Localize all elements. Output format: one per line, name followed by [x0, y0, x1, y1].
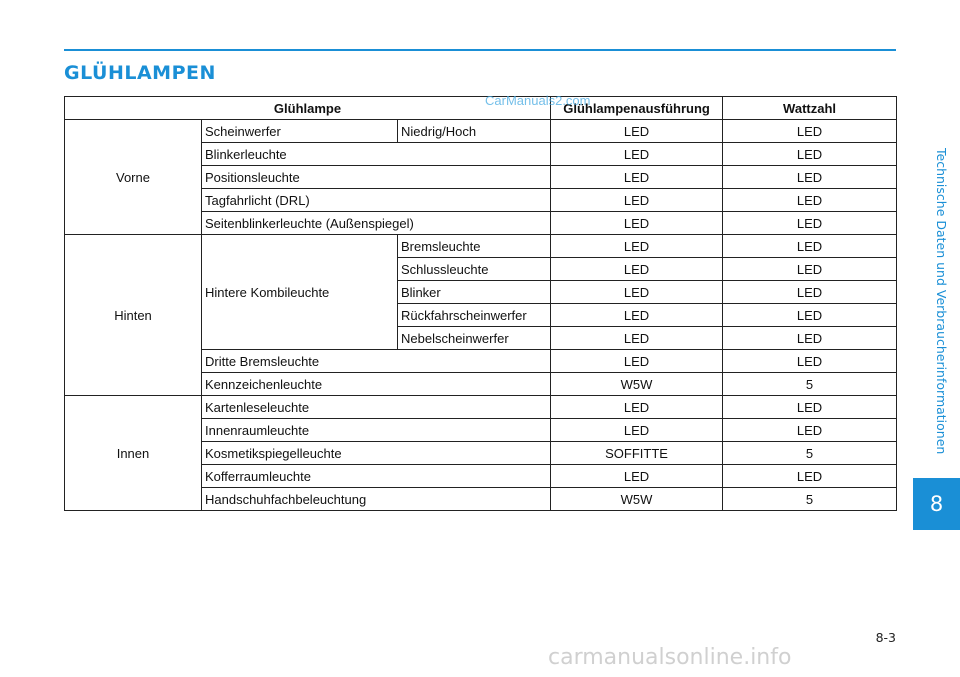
bulb-type-cell: SOFFITTE	[551, 442, 723, 465]
bulb-type-cell: LED	[551, 419, 723, 442]
group-front: Vorne	[65, 120, 202, 235]
wattage-cell: LED	[723, 120, 897, 143]
wattage-cell: 5	[723, 442, 897, 465]
watermark-bottom: carmanualsonline.info	[548, 645, 792, 670]
wattage-cell: LED	[723, 419, 897, 442]
bulb-type-cell: LED	[551, 465, 723, 488]
bulb-table	[64, 96, 897, 511]
bulb-type-cell: LED	[551, 258, 723, 281]
page-title: GLÜHLAMPEN	[64, 62, 216, 84]
row-label: Kofferraumleuchte	[202, 465, 551, 488]
bulb-type-cell: LED	[551, 120, 723, 143]
row-label: Blinkerleuchte	[202, 143, 551, 166]
row-sublabel: Niedrig/Hoch	[398, 120, 551, 143]
wattage-cell: LED	[723, 166, 897, 189]
bulb-type-cell: LED	[551, 143, 723, 166]
wattage-cell: LED	[723, 327, 897, 350]
wattage-cell: 5	[723, 488, 897, 511]
row-label: Innenraumleuchte	[202, 419, 551, 442]
row-label: Dritte Bremsleuchte	[202, 350, 551, 373]
bulb-type-cell: LED	[551, 350, 723, 373]
group-rear: Hinten	[65, 235, 202, 396]
chapter-side-label: Technische Daten und Verbraucherinformationen	[934, 148, 949, 455]
table-row	[65, 235, 897, 258]
wattage-cell: LED	[723, 143, 897, 166]
chapter-number-tab: 8	[913, 478, 960, 530]
row-label: Kennzeichenleuchte	[202, 373, 551, 396]
bulb-type-cell: LED	[551, 212, 723, 235]
wattage-cell: LED	[723, 396, 897, 419]
bulb-type-cell: LED	[551, 304, 723, 327]
bulb-type-cell: LED	[551, 166, 723, 189]
row-label: Kartenleseleuchte	[202, 396, 551, 419]
bulb-type-cell: LED	[551, 189, 723, 212]
bulb-type-cell: LED	[551, 327, 723, 350]
wattage-cell: LED	[723, 189, 897, 212]
bulb-type-cell: LED	[551, 396, 723, 419]
wattage-cell: LED	[723, 350, 897, 373]
table-row	[65, 396, 897, 419]
row-label: Nebelscheinwerfer	[398, 327, 551, 350]
bulb-type-cell: W5W	[551, 373, 723, 396]
header-bulb: Glühlampe	[65, 97, 551, 120]
table-row	[65, 120, 897, 143]
row-label: Positionsleuchte	[202, 166, 551, 189]
wattage-cell: LED	[723, 212, 897, 235]
page-number: 8-3	[875, 630, 896, 645]
header-wattage: Wattzahl	[723, 97, 897, 120]
watermark-top: CarManuals2.com	[485, 93, 591, 108]
table-header-row	[65, 97, 897, 120]
group-interior: Innen	[65, 396, 202, 511]
row-label: Tagfahrlicht (DRL)	[202, 189, 551, 212]
row-label: Handschuhfachbeleuchtung	[202, 488, 551, 511]
row-label: Schlussleuchte	[398, 258, 551, 281]
wattage-cell: 5	[723, 373, 897, 396]
wattage-cell: LED	[723, 235, 897, 258]
header-bulb-type: Glühlampenausführung	[551, 97, 723, 120]
top-rule	[64, 49, 896, 51]
row-label: Seitenblinkerleuchte (Außenspiegel)	[202, 212, 551, 235]
rear-combi-label: Hintere Kombileuchte	[202, 235, 398, 350]
row-label: Scheinwerfer	[202, 120, 398, 143]
row-label: Rückfahrscheinwerfer	[398, 304, 551, 327]
row-label: Kosmetikspiegelleuchte	[202, 442, 551, 465]
row-label: Bremsleuchte	[398, 235, 551, 258]
bulb-type-cell: LED	[551, 281, 723, 304]
row-label: Blinker	[398, 281, 551, 304]
wattage-cell: LED	[723, 281, 897, 304]
bulb-type-cell: W5W	[551, 488, 723, 511]
wattage-cell: LED	[723, 258, 897, 281]
bulb-type-cell: LED	[551, 235, 723, 258]
wattage-cell: LED	[723, 304, 897, 327]
wattage-cell: LED	[723, 465, 897, 488]
